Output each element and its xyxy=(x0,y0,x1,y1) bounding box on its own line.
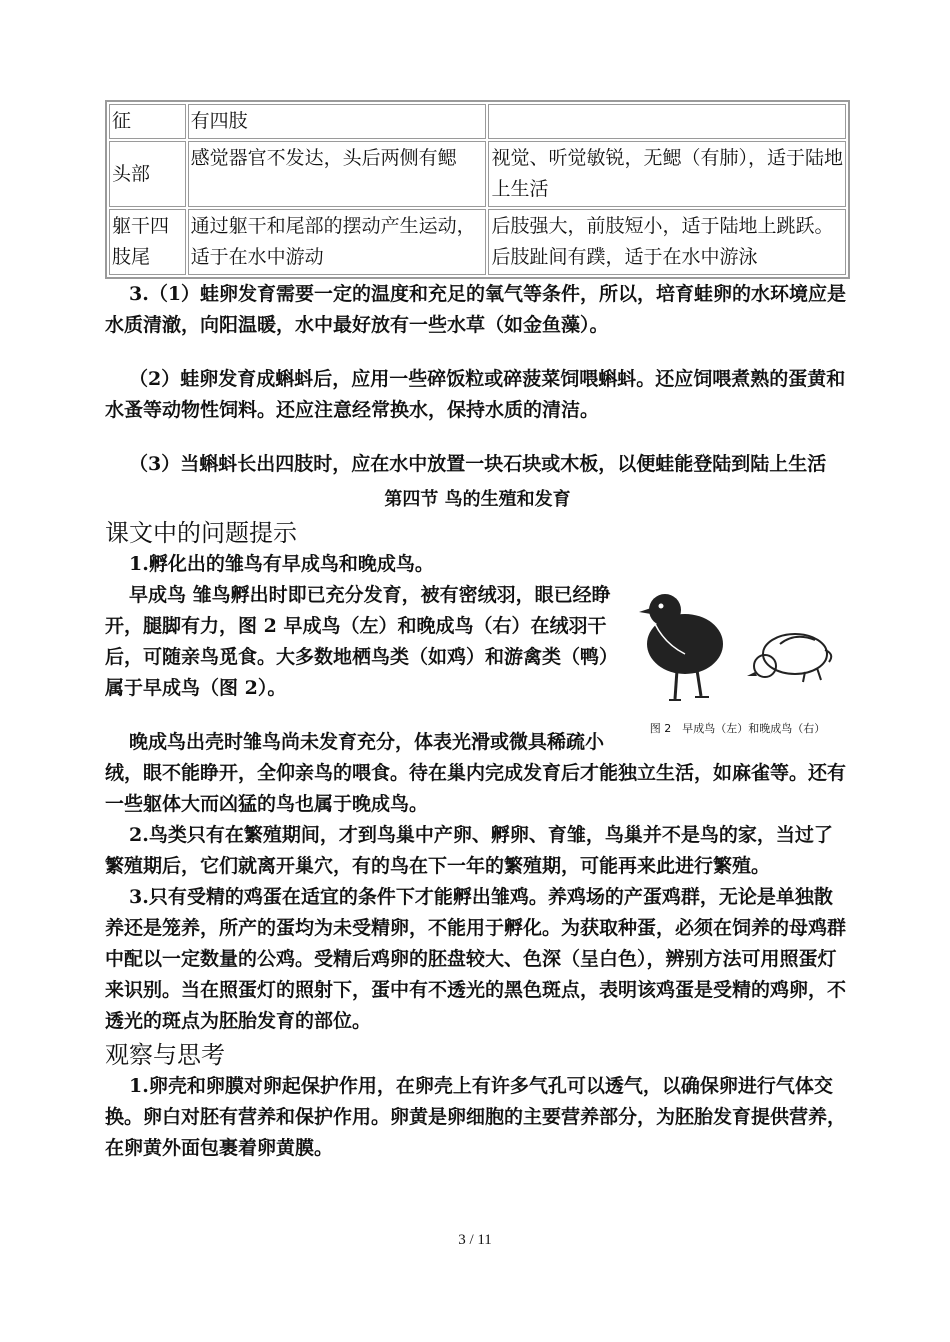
heading: 观察与思考 xyxy=(105,1041,225,1069)
table-row xyxy=(109,104,846,139)
table-cell: 视觉、听觉敏锐，无鳃（有肺），适于陆地上生活 xyxy=(488,141,846,207)
figure-caption: 图 2 早成鸟（左）和晚成鸟（右） xyxy=(649,722,826,735)
document-page xyxy=(105,100,850,1164)
table-row xyxy=(109,141,846,207)
table-cell: 后肢强大，前肢短小，适于陆地上跳跃。后肢趾间有蹼，适于在水中游泳 xyxy=(488,209,846,275)
table-cell xyxy=(488,104,846,139)
paragraph: 早成鸟 雏鸟孵出时即已充分发育，被有密绒羽，眼已经睁开，腿脚有力，图 2 早成鸟（左）和晚成鸟（右）在绒羽干后，可随亲鸟觅食。大多数地栖鸟类（如鸡）和游禽类（鸭）属于早成鸟（图 2）。 xyxy=(105,584,611,699)
chicks-illustration xyxy=(625,584,850,714)
paragraph: 3.只有受精的鸡蛋在适宜的条件下才能孵出雏鸡。养鸡场的产蛋鸡群，无论是单独散养还是笼养，所产的蛋均为未受精卵，不能用于孵化。为获取种蛋，必须在饲养的母鸡群中配以一定数量的公鸡。受精后鸡卵的胚盘较大、色深（呈白色），辨别方法可用照蛋灯来识别。当在照蛋灯的照射下，蛋中有不透光的黑色斑点，表明该鸡蛋是受精的鸡卵，不透光的斑点为胚胎发育的部位。 xyxy=(105,886,847,1032)
paragraph: 1.卵壳和卵膜对卵起保护作用，在卵壳上有许多气孔可以透气，以确保卵进行气体交换。卵白对胚有营养和保护作用。卵黄是卵细胞的主要营养部分，为胚胎发育提供营养，在卵黄外面包裹着卵黄膜。 xyxy=(105,1075,847,1159)
paragraph: （3）当蝌蚪长出四肢时，应在水中放置一块石块或木板，以便蛙能登陆到陆上生活 xyxy=(129,453,827,475)
paragraph: 1.孵化出的雏鸟有早成鸟和晚成鸟。 xyxy=(129,553,434,575)
table-cell: 头部 xyxy=(109,141,186,207)
paragraph: 3.（1）蛙卵发育需要一定的温度和充足的氧气等条件，所以，培育蛙卵的水环境应是水质清澈，向阳温暖，水中最好放有一些水草（如金鱼藻）。 xyxy=(105,283,847,336)
paragraph: （2）蛙卵发育成蝌蚪后，应用一些碎饭粒或碎菠菜饲喂蝌蚪。还应饲喂煮熟的蛋黄和水蚤等动物性饲料。还应注意经常换水，保持水质的清洁。 xyxy=(105,368,846,421)
comparison-table xyxy=(105,100,850,279)
chick-head-icon xyxy=(649,594,681,626)
page-number: 3 / 11 xyxy=(458,1232,492,1248)
table-cell: 通过躯干和尾部的摆动产生运动，适于在水中游动 xyxy=(188,209,487,275)
table-cell: 征 xyxy=(109,104,186,139)
paragraph: 晚成鸟出壳时雏鸟尚未发育充分，体表光滑或微具稀疏小绒，眼不能睁开，全仰亲鸟的喂食。待在巢内完成发育后才能独立生活，如麻雀等。还有一些躯体大而凶猛的鸟也属于晚成鸟。 xyxy=(105,731,847,815)
table-cell: 感觉器官不发达，头后两侧有鳃 xyxy=(188,141,487,207)
heading: 课文中的问题提示 xyxy=(105,519,297,547)
figure xyxy=(625,584,850,736)
section-title: 第四节 鸟的生殖和发育 xyxy=(384,489,571,510)
paragraph: 2.鸟类只有在繁殖期间，才到鸟巢中产卵、孵卵、育雏，鸟巢并不是鸟的家，当过了繁殖期后，它们就离开巢穴，有的鸟在下一年的繁殖期，可能再来此进行繁殖。 xyxy=(105,824,833,877)
table-cell: 有四肢 xyxy=(188,104,487,139)
table-row xyxy=(109,209,846,275)
hatchling-head-icon xyxy=(754,655,776,677)
table-cell: 躯干四肢尾 xyxy=(109,209,186,275)
